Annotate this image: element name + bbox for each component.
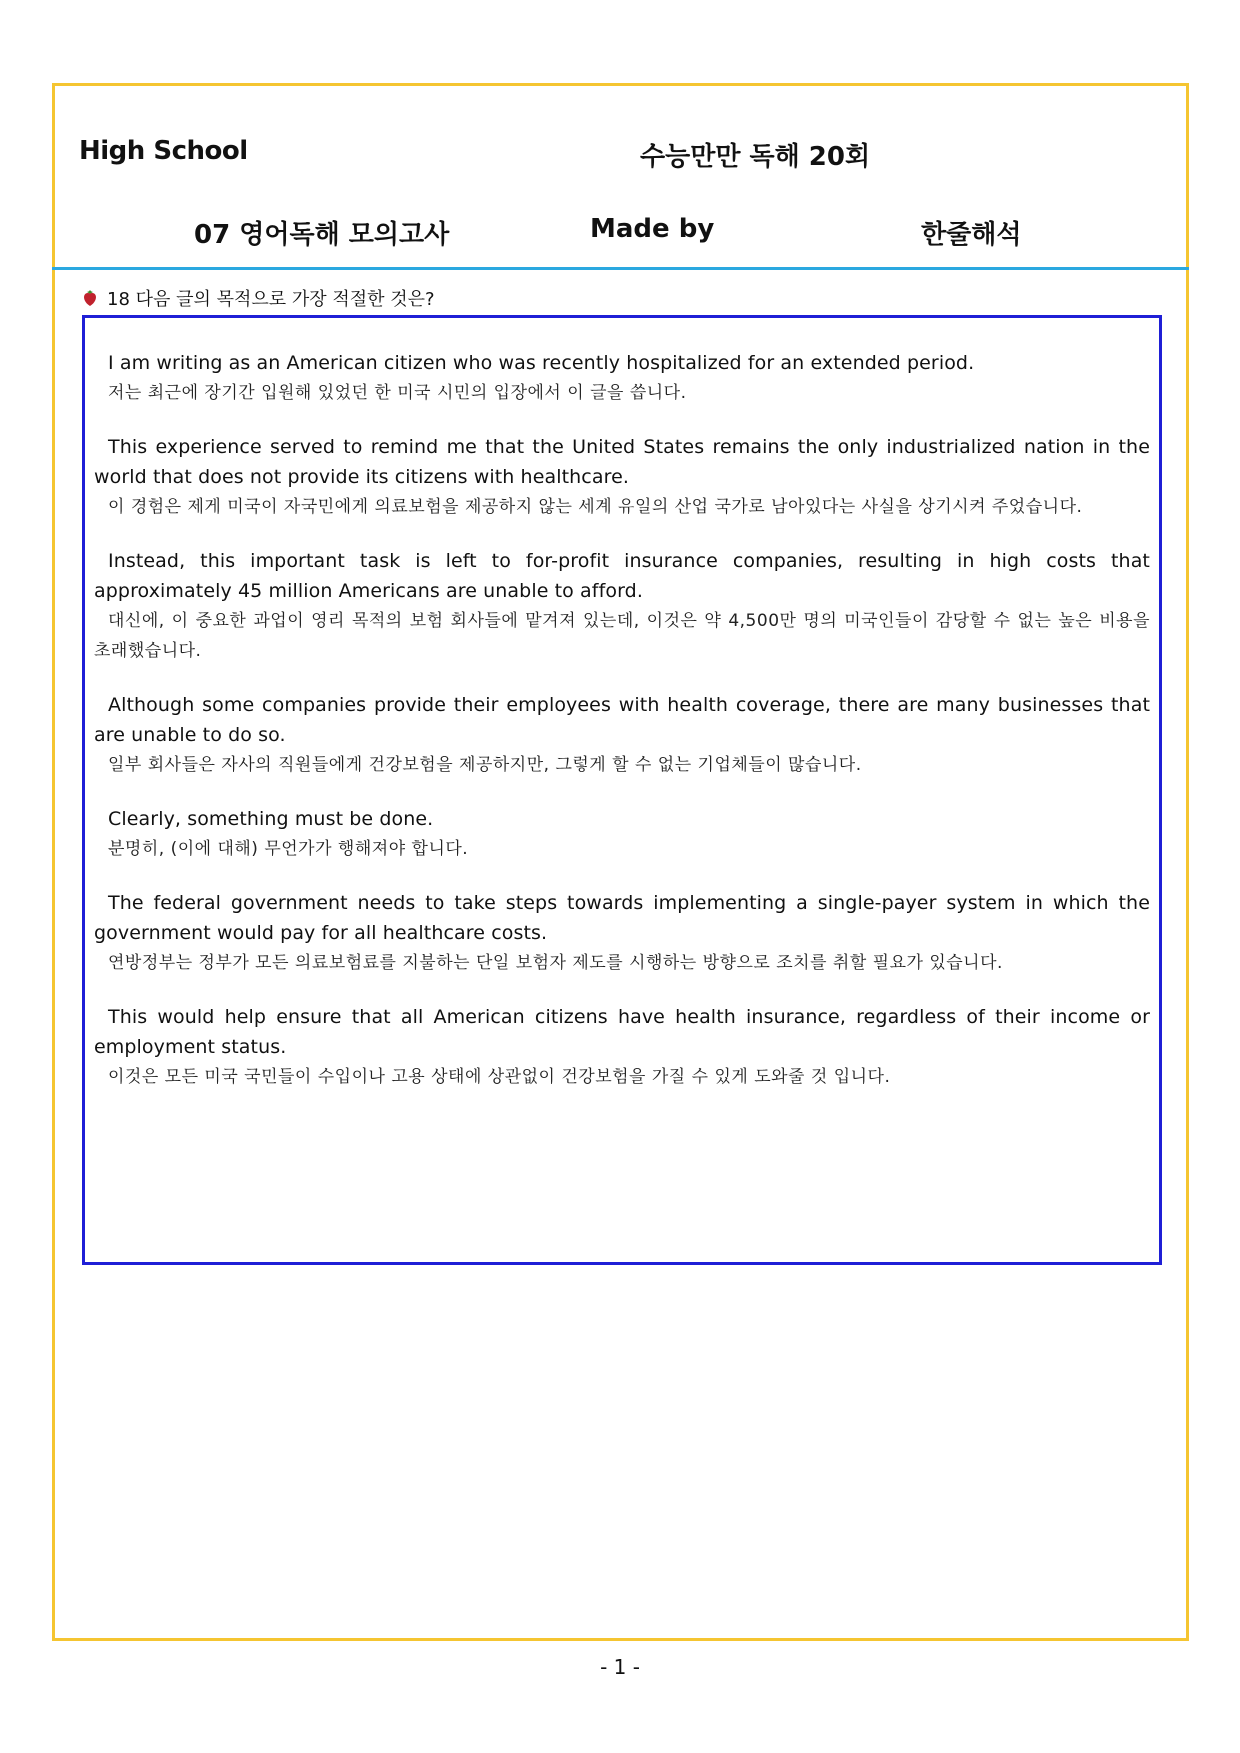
question-text: 18 다음 글의 목적으로 가장 적절한 것은? — [107, 289, 435, 310]
page-frame — [52, 83, 1189, 1641]
english-sentence: This would help ensure that all American citizens have health insurance, regardless of their income or employment status. — [94, 1006, 1150, 1058]
english-sentence: Instead, this important task is left to for-profit insurance companies, resulting in high costs that approximately 45 million Americans are unable to afford. — [94, 550, 1150, 602]
passage-paragraph — [94, 432, 1150, 522]
english-sentence: Although some companies provide their employees with health coverage, there are many businesses that are unable to do so. — [94, 694, 1150, 746]
passage-paragraph — [94, 546, 1150, 666]
english-sentence: Clearly, something must be done. — [108, 808, 434, 830]
passage-paragraph — [94, 1002, 1150, 1092]
exam-title: 07 영어독해 모의고사 — [194, 220, 450, 250]
passage-paragraph — [94, 804, 1150, 864]
korean-translation: 대신에, 이 중요한 과업이 영리 목적의 보험 회사들에 맡겨져 있는데, 이것은 약 4,500만 명의 미국인들이 감당할 수 없는 높은 비용을 초래했습니다. — [94, 611, 1150, 661]
header-row-1 — [79, 136, 1186, 176]
question-heading — [83, 285, 435, 311]
korean-translation: 저는 최근에 장기간 입원해 있었던 한 미국 시민의 입장에서 이 글을 씁니다. — [108, 383, 687, 403]
author-label: 한줄해석 — [921, 220, 1022, 250]
korean-translation: 일부 회사들은 자사의 직원들에게 건강보험을 제공하지만, 그렇게 할 수 없는 기업체들이 많습니다. — [108, 755, 862, 775]
passage-box — [82, 315, 1162, 1265]
series-title: 수능만만 독해 20회 — [640, 142, 871, 172]
made-by-label: Made by — [590, 214, 715, 244]
school-label: High School — [79, 136, 248, 166]
header-divider — [52, 267, 1189, 270]
korean-translation: 연방정부는 정부가 모든 의료보험료를 지불하는 단일 보험자 제도를 시행하는 방향으로 조치를 취할 필요가 있습니다. — [108, 953, 1003, 973]
korean-translation: 이것은 모든 미국 국민들이 수입이나 고용 상태에 상관없이 건강보험을 가질 수 있게 도와줄 것 입니다. — [108, 1067, 891, 1087]
header-row-2 — [55, 214, 1186, 254]
english-sentence: I am writing as an American citizen who was recently hospitalized for an extended period. — [108, 352, 975, 374]
passage-paragraph — [94, 348, 1150, 408]
korean-translation: 분명히, (이에 대해) 무언가가 행해져야 합니다. — [108, 839, 469, 859]
english-sentence: The federal government needs to take steps towards implementing a single-payer system in which the government would pay for all healthcare costs. — [94, 892, 1150, 944]
passage-paragraph — [94, 888, 1150, 978]
page-number: - 1 - — [600, 1655, 640, 1679]
korean-translation: 이 경험은 제게 미국이 자국민에게 의료보험을 제공하지 않는 세계 유일의 산업 국가로 남아있다는 사실을 상기시켜 주었습니다. — [108, 497, 1083, 517]
passage-paragraph — [94, 690, 1150, 780]
english-sentence: This experience served to remind me that the United States remains the only industrialized nation in the world that does not provide its citizens with healthcare. — [94, 436, 1150, 488]
strawberry-icon — [83, 290, 97, 307]
